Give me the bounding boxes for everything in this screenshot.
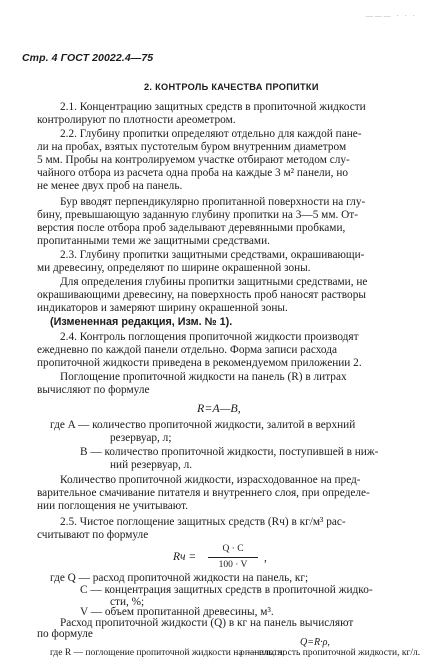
- definition-line: B — количество пропиточной жидкости, поступившей в ниж-: [80, 446, 379, 458]
- paragraph-line: по формуле: [37, 628, 93, 640]
- paragraph-line: Поглощение пропиточной жидкости на панель (R) в литрах: [60, 371, 347, 383]
- paragraph-line: окрашивающими древесину, на поверхность проб наносят растворы: [37, 289, 366, 301]
- formula-comma: ,: [264, 552, 267, 564]
- paragraph-line: 2.5. Чистое поглощение защитных средств (Rч) в кг/м³ рас-: [60, 516, 346, 528]
- definition-line: где Q — расход пропиточной жидкости на панель, кг;: [50, 572, 309, 584]
- paragraph-line: верстия после отбора проб заделывают деревянными пробками,: [37, 222, 346, 234]
- paragraph-line: считывают по формуле: [37, 529, 149, 541]
- paragraph-line: Количество пропиточной жидкости, израсходованное на пред-: [60, 474, 361, 486]
- paragraph-line: 5 мм. Пробы на контролируемом участке отбирают методом слу-: [37, 154, 350, 166]
- definition-line: ний резервуар, л.: [110, 459, 193, 471]
- definition-line: где A — количество пропиточной жидкости, залитой в верхний: [50, 419, 356, 431]
- paragraph-line: вычисляют по формуле: [37, 384, 150, 396]
- paragraph-line: чайного отбора из расчета одна проба на каждые 3 м² панели, но: [37, 167, 349, 179]
- paragraph-line: Для определения глубины пропитки защитными средствами, не: [60, 276, 368, 288]
- formula-lhs: Rч =: [173, 551, 197, 563]
- paragraph-line: 2.2. Глубину пропитки определяют отдельно для каждой пане-: [60, 128, 362, 140]
- paragraph-line: ми древесину, определяют по ширине окрашенной зоны.: [37, 262, 311, 274]
- definition-line: сти, %;: [110, 596, 145, 608]
- formula-numerator: Q · C: [222, 544, 244, 554]
- paragraph-line: пропитанными теми же защитными средствами.: [37, 235, 270, 247]
- paragraph-line: Расход пропиточной жидкости (Q) в кг на панель вычисляют: [60, 617, 354, 629]
- paragraph-line: контролируют по плотности ареометром.: [37, 114, 236, 126]
- page-header: Стр. 4 ГОСТ 20022.4—75: [22, 52, 154, 64]
- definition-line: резервуар, л;: [110, 432, 172, 444]
- paragraph-line: ежедневно по каждой панели отдельно. Форма записи расхода: [37, 344, 338, 356]
- paragraph-line: 2.3. Глубину пропитки защитными средствами, окрашивающи-: [60, 249, 365, 261]
- paragraph-line: индикаторов и замеряют ширину окрашенной зоны.: [37, 302, 288, 314]
- paragraph-line: не менее двух проб на панель.: [37, 180, 183, 192]
- definition-line: C — концентрация защитных средств в пропиточной жидко-: [80, 584, 373, 596]
- paragraph-line: пропиточной жидкости приведена в рекомендуемом приложении 2.: [37, 357, 362, 369]
- definition-line: где R — поглощение пропиточной жидкости на панель, л;: [50, 648, 285, 658]
- scan-marks: ——— · · ·: [365, 12, 417, 20]
- paragraph-line: варительное смачивание питателя и внутреннего слоя, при определе-: [37, 487, 370, 499]
- amendment-note: (Измененная редакция, Изм. № 1).: [50, 316, 233, 328]
- formula-r: R=A—B,: [197, 401, 241, 415]
- paragraph-line: 2.4. Контроль поглощения пропиточной жидкости производят: [60, 331, 359, 343]
- formula-denominator: 100 · V: [218, 560, 248, 570]
- definition-line: ρ — плотность пропиточной жидкости, кг/л.: [240, 648, 421, 658]
- section-title: 2. КОНТРОЛЬ КАЧЕСТВА ПРОПИТКИ: [144, 82, 319, 92]
- paragraph-line: 2.1. Концентрацию защитных средств в пропиточной жидкости: [60, 101, 366, 113]
- paragraph-line: бину, превышающую заданную глубину пропитки на 3—5 мм. От-: [37, 209, 358, 221]
- paragraph-line: ли на пробах, взятых пустотелым буром внутренним диаметром: [37, 141, 347, 153]
- fraction-bar: [208, 557, 258, 558]
- formula-q: Q=R·ρ,: [300, 637, 330, 648]
- paragraph-line: нии поглощения не учитывают.: [37, 500, 189, 512]
- definition-line: V — объем пропитанной древесины, м³.: [80, 606, 274, 618]
- paragraph-line: Бур вводят перпендикулярно пропитанной поверхности на глу-: [60, 196, 366, 208]
